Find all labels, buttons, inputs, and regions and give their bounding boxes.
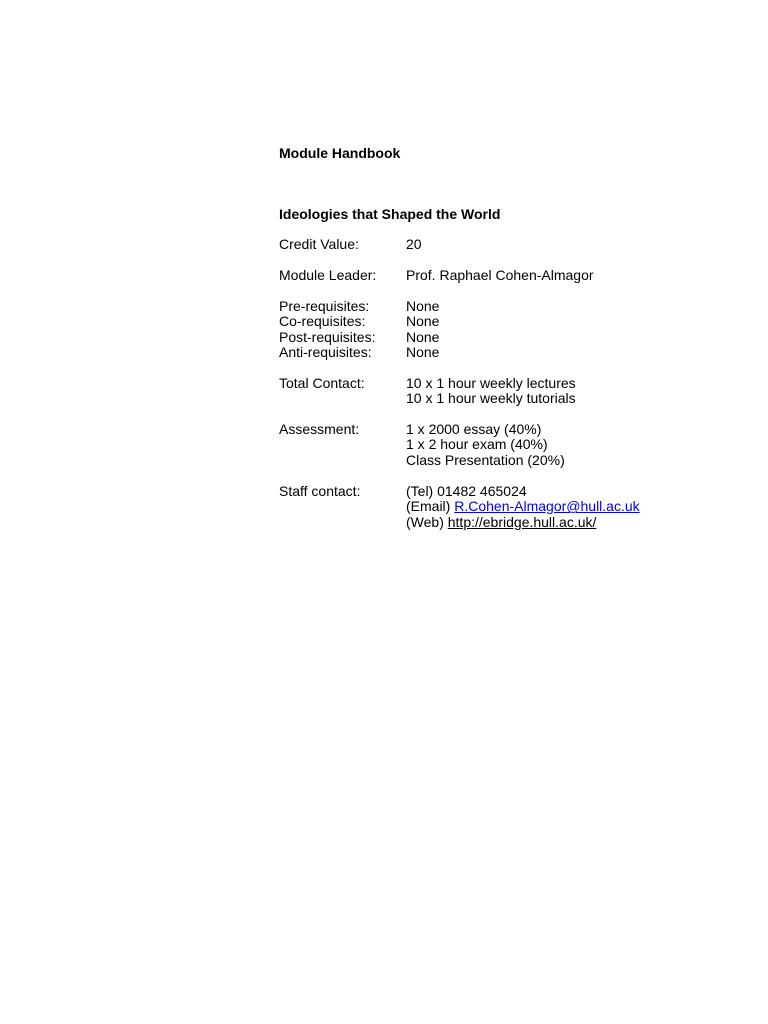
staff-web-prefix: (Web) — [406, 513, 448, 530]
module-leader-label: Module Leader: — [279, 267, 377, 283]
staff-contact-values — [406, 484, 640, 530]
staff-web-link[interactable]: http://ebridge.hull.ac.uk/ — [447, 513, 597, 530]
assessment-label: Assessment: — [279, 421, 360, 437]
assessment-row — [279, 422, 565, 468]
assessment-line: 1 x 2000 essay (40%) — [406, 421, 542, 437]
co-requisites-row — [279, 314, 439, 329]
total-contact-values — [406, 376, 576, 407]
co-requisites-label: Co-requisites: — [279, 313, 366, 330]
anti-requisites-label: Anti-requisites: — [279, 343, 372, 360]
module-leader-row — [279, 268, 594, 283]
staff-contact-row — [279, 484, 640, 530]
total-contact-line: 10 x 1 hour weekly tutorials — [406, 389, 576, 406]
module-title: Ideologies that Shaped the World — [279, 206, 501, 222]
assessment-line: Class Presentation (20%) — [406, 451, 565, 468]
assessment-values — [406, 422, 565, 468]
staff-telephone: (Tel) 01482 465024 — [406, 483, 527, 499]
post-requisites-value: None — [406, 328, 440, 345]
staff-email-line — [406, 499, 640, 514]
post-requisites-row — [279, 330, 439, 345]
total-contact-row — [279, 376, 576, 407]
credit-value-label: Credit Value: — [279, 236, 359, 252]
pre-requisites-value: None — [406, 298, 440, 314]
post-requisites-label: Post-requisites: — [279, 328, 376, 345]
assessment-line: 1 x 2 hour exam (40%) — [406, 436, 548, 453]
staff-email-link[interactable]: R.Cohen-Almagor@hull.ac.uk — [454, 498, 640, 515]
staff-contact-label: Staff contact: — [279, 483, 361, 499]
credit-value-value: 20 — [406, 236, 422, 252]
staff-email-prefix: (Email) — [406, 498, 455, 515]
credit-value-row — [279, 237, 422, 252]
pre-requisites-label: Pre-requisites: — [279, 298, 370, 314]
document-page — [279, 145, 749, 530]
anti-requisites-value: None — [406, 343, 440, 360]
co-requisites-value: None — [406, 313, 440, 330]
document-heading: Module Handbook — [279, 145, 401, 161]
anti-requisites-row — [279, 345, 439, 360]
staff-web-line — [406, 515, 640, 530]
total-contact-label: Total Contact: — [279, 374, 365, 391]
total-contact-line: 10 x 1 hour weekly lectures — [406, 374, 576, 391]
pre-requisites-row — [279, 299, 439, 314]
module-leader-value: Prof. Raphael Cohen-Almagor — [406, 267, 594, 283]
